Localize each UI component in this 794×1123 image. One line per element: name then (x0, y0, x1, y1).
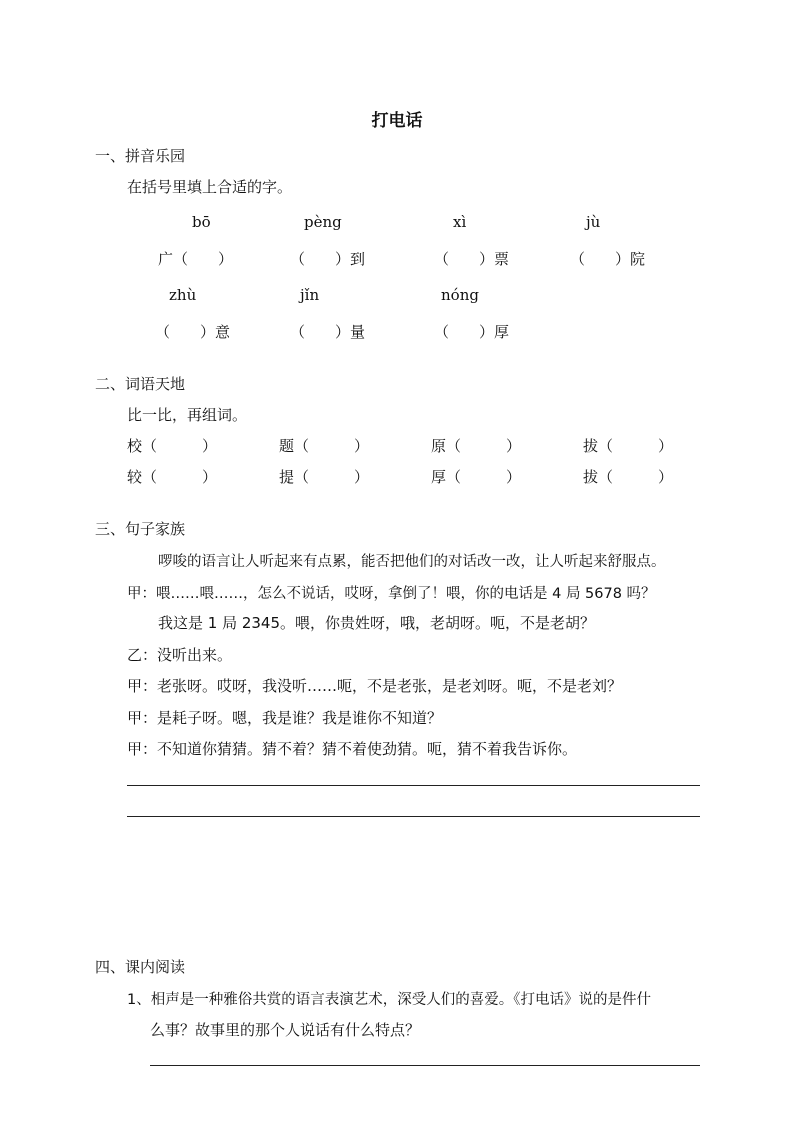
pinyin-item: jù (586, 213, 601, 231)
answer-line[interactable] (127, 816, 700, 817)
section-2-instruction: 比一比，再组词。 (127, 406, 248, 424)
word-compare-item[interactable]: 提（ ） (279, 468, 370, 486)
pinyin-item: jǐn (300, 286, 320, 304)
word-compare-item[interactable]: 拔（ ） (583, 437, 674, 455)
fill-blank-item[interactable]: （ ）意 (155, 323, 231, 341)
fill-blank-item[interactable]: 广（ ） (158, 250, 234, 268)
dialogue-line: 甲：是耗子呀。嗯，我是谁？我是谁你不知道？ (127, 709, 443, 727)
question-1-line-1: 1、相声是一种雅俗共赏的语言表演艺术，深受人们的喜爱。《打电话》说的是件什 (127, 992, 651, 1008)
dialogue-line: 甲：喂……喂……，怎么不说话，哎呀，拿倒了！喂，你的电话是 4 局 5678 吗？ (127, 586, 656, 602)
word-compare-item[interactable]: 题（ ） (279, 437, 370, 455)
section-3-intro: 啰唆的语言让人听起来有点累，能否把他们的对话改一改，让人听起来舒服点。 (158, 554, 666, 570)
dialogue-line: 乙：没听出来。 (127, 646, 233, 664)
dialogue-line: 甲：老张呀。哎呀，我没听……呃，不是老张，是老刘呀。呃，不是老刘？ (127, 677, 623, 695)
dialogue-line: 甲：不知道你猜猜。猜不着？猜不着使劲猜。呃，猜不着我告诉你。 (127, 740, 578, 758)
word-compare-item[interactable]: 厚（ ） (431, 468, 522, 486)
question-1-line-2: 么事？故事里的那个人说话有什么特点？ (150, 1021, 421, 1039)
answer-line[interactable] (150, 1065, 700, 1066)
section-2-heading: 二、词语天地 (95, 375, 186, 393)
fill-blank-item[interactable]: （ ）量 (290, 323, 366, 341)
section-3-heading: 三、句子家族 (95, 520, 186, 538)
fill-blank-item[interactable]: （ ）厚 (434, 323, 510, 341)
word-compare-item[interactable]: 校（ ） (127, 437, 218, 455)
fill-blank-item[interactable]: （ ）到 (290, 250, 366, 268)
word-compare-item[interactable]: 拔（ ） (583, 468, 674, 486)
page-title: 打电话 (371, 111, 423, 131)
word-compare-item[interactable]: 原（ ） (431, 437, 522, 455)
pinyin-item: xì (453, 213, 467, 231)
pinyin-item: nóng (441, 286, 479, 304)
answer-line[interactable] (127, 785, 700, 786)
word-compare-item[interactable]: 较（ ） (127, 468, 218, 486)
dialogue-line: 我这是 1 局 2345。喂，你贵姓呀，哦，老胡呀。呃，不是老胡？ (158, 614, 596, 632)
fill-blank-item[interactable]: （ ）院 (570, 250, 646, 268)
pinyin-item: zhù (169, 286, 197, 304)
fill-blank-item[interactable]: （ ）票 (434, 250, 510, 268)
section-1-instruction: 在括号里填上合适的字。 (127, 178, 293, 196)
section-1-heading: 一、拼音乐园 (95, 147, 186, 165)
section-4-heading: 四、课内阅读 (95, 958, 186, 976)
pinyin-item: pèng (304, 213, 342, 231)
pinyin-item: bō (192, 213, 211, 231)
